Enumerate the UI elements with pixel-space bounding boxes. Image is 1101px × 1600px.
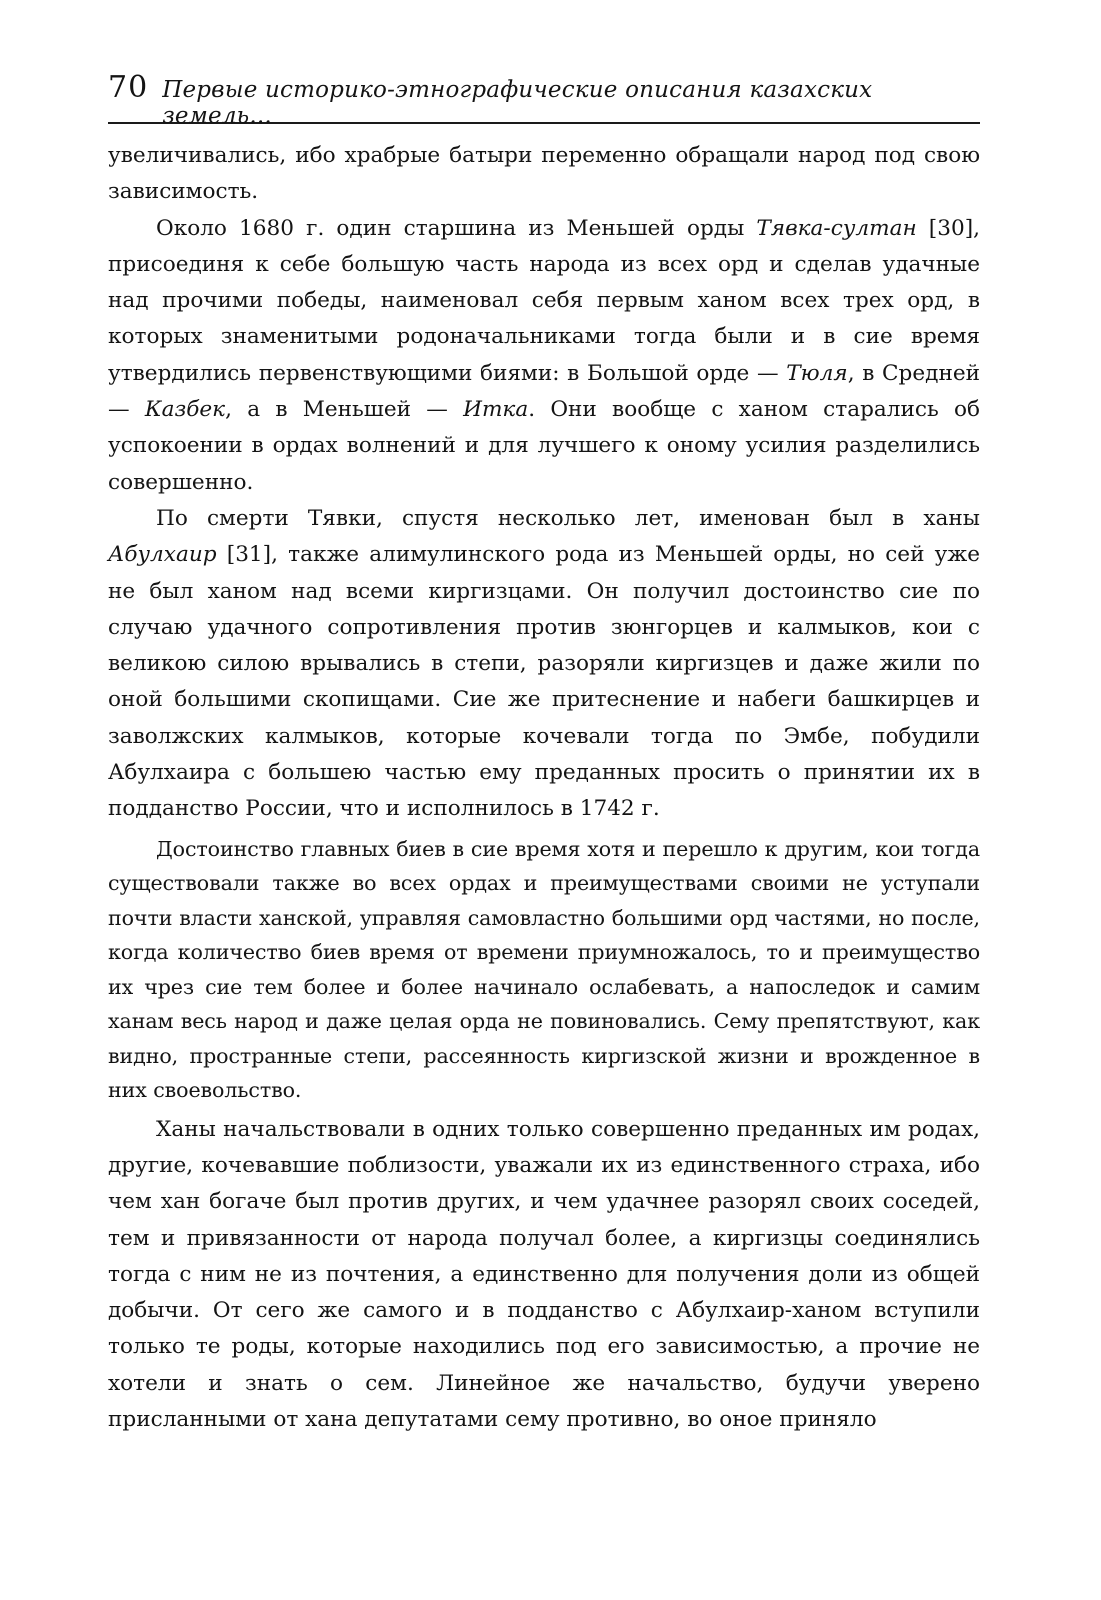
text-run: [30], присоединя к себе большую часть народа из всех орд и сделав удачные над прочими победы, наименовал себя первым ханом всех трех орд, в которых знаменитыми родоначальниками тогда были и в сие время утвердились первенствующими биями: в Большой орде — — [108, 215, 980, 386]
text-run: , а в Меньшей — — [225, 397, 464, 423]
paragraph — [108, 138, 980, 211]
text-run: Достоинство главных биев в сие время хотя и перешло к другим, кои тогда существовали также во всех ордах и преимуществами своими не уступали почти власти ханской, управляя самовластно большими орд частями, но после, когда количество биев время от времени приумножалось, то и преимущество их чрез сие тем более и более начинало ослабевать, а напоследок и самим ханам весь народ и даже целая орда не повиновались. Сему препятствуют, как видно, пространные степи, рассеянность киргизской жизни и врожденное в них своевольство. — [108, 836, 980, 1103]
page-number: 70 — [108, 70, 149, 105]
text-run: . Они вообще с ханом старались об успокоении в ордах волнений и для лучшего к оному усилия разделились совершенно. — [108, 397, 980, 495]
body-text — [108, 138, 980, 1438]
italic-name: Итка — [463, 397, 529, 423]
paragraph — [108, 1112, 980, 1439]
text-run: увеличивались, ибо храбрые батыри переменно обращали народ под свою зависимость. — [108, 143, 980, 205]
paragraph — [108, 211, 980, 501]
text-run: , в Средней — — [108, 360, 981, 423]
italic-name: Тюля — [786, 360, 848, 386]
paragraph — [108, 501, 980, 828]
text-run: [31], также алимулинского рода из Меньшей орды, но сей уже не был ханом над всеми киргизцами. Он получил достоинство сие по случаю удачного сопротивления против зюнгорцев и калмыков, кои с великою силою врывались в степи, разоряли киргизцев и даже жили по оной большими скопищами. Сие же притеснение и набеги башкирцев и заволжских калмыков, которые кочевали тогда по Эмбе, побудили Абулхаира с большею частью ему преданных просить о принятии их в подданство России, что и исполнилось в 1742 г. — [108, 542, 980, 822]
italic-name: Тявка-султан — [756, 215, 917, 241]
page-header — [108, 70, 980, 129]
italic-name: Абулхаир — [108, 542, 217, 568]
italic-name: Казбек — [144, 397, 226, 423]
paragraph — [108, 832, 980, 1108]
book-page — [108, 70, 980, 1438]
text-run: Ханы начальствовали в одних только совершенно преданных им родах, другие, кочевавшие поблизости, уважали их из единственного страха, ибо чем хан богаче был против других, и чем удачнее разорял своих соседей, тем и привязанности от народа получал более, а киргизцы соединялись тогда с ним не из почтения, а единственно для получения доли из общей добычи. От сего же самого и в подданство с Абулхаир-ханом вступили только те роды, которые находились под его зависимостью, а прочие не хотели и знать о сем. Линейное же начальство, будучи уверено присланными от хана депутатами сему противно, во оное приняло — [108, 1116, 980, 1433]
text-run: Около 1680 г. один старшина из Меньшей орды — [156, 215, 757, 241]
text-run: По смерти Тявки, спустя несколько лет, именован был в ханы — [156, 505, 980, 531]
running-title: Первые историко-этнографические описания казахских земель... — [162, 77, 873, 129]
